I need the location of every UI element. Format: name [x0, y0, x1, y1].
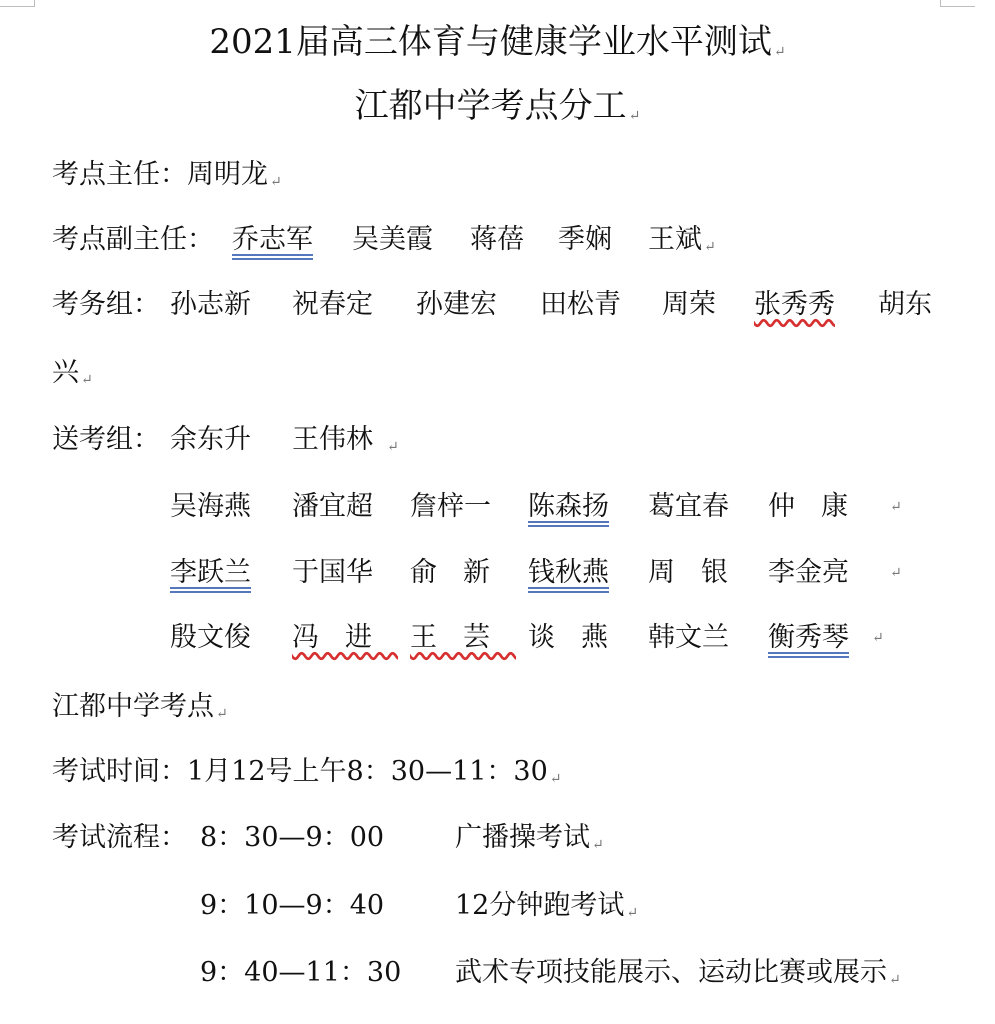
process-time: 8：30—9：00: [200, 822, 385, 853]
staff-name: 潘宜超: [292, 491, 373, 522]
title-line-1: 2021届高三体育与健康学业水平测试: [209, 22, 772, 62]
deputy-name: 蒋蓓: [470, 224, 524, 255]
staff-name: 钱秋燕: [528, 557, 609, 588]
paragraph-mark-icon: ↵: [549, 771, 562, 787]
title-line-2: 江都中学考点分工: [354, 86, 627, 126]
process-time: 9：40—11：30: [200, 957, 402, 988]
exam-group-name: 胡东: [878, 289, 932, 320]
exam-time-label: 考试时间：: [52, 756, 187, 787]
staff-name: 吴海燕: [170, 491, 251, 522]
exam-group-name: 周荣: [662, 289, 716, 320]
staff-name: 衡秀琴: [768, 622, 849, 653]
paragraph-mark-icon: ↵: [889, 972, 901, 988]
paragraph-mark-icon: ↵: [628, 108, 641, 124]
document-title: [0, 22, 995, 72]
paragraph-mark-icon: ↵: [704, 239, 716, 255]
exam-time-line: [52, 754, 562, 797]
exam-group-label: 考务组：: [52, 289, 160, 320]
paragraph-mark-icon: ↵: [81, 372, 93, 388]
process-event: 武术专项技能展示、运动比赛或展示 ↵: [455, 957, 901, 988]
staff-name: 周银: [648, 557, 754, 588]
process-label: 考试流程：: [52, 822, 187, 853]
exam-time-value: 1月12号上午8：30—11：30: [187, 756, 548, 787]
escort-group-name: 余东升: [170, 424, 251, 455]
paragraph-mark-icon: ↵: [592, 837, 604, 853]
staff-name: 陈森扬: [528, 491, 609, 522]
paragraph-mark-icon: ↵: [626, 905, 639, 921]
paragraph-mark-icon: ↵: [773, 44, 786, 60]
staff-name: 于国华: [292, 557, 373, 588]
director-name: 周明龙: [187, 159, 268, 190]
site-name: 江都中学考点: [52, 691, 214, 722]
paragraph-mark-icon: ↵: [890, 499, 902, 515]
exam-group-line: [52, 287, 160, 323]
exam-group-name-wrap: 兴: [52, 357, 79, 388]
director-label: 考点主任：: [52, 159, 187, 190]
staff-name: 韩文兰: [648, 622, 729, 653]
process-event: 广播操考试 ↵: [455, 822, 604, 853]
staff-name: 谈燕: [528, 622, 634, 653]
deputy-name: 季娴: [558, 224, 612, 255]
deputy-label: 考点副主任：: [52, 224, 214, 255]
paragraph-mark-icon: ↵: [872, 630, 884, 646]
document-subtitle: [0, 86, 995, 136]
page-corner-mark-right: [940, 0, 975, 7]
exam-group-name: 孙建宏: [416, 289, 497, 320]
staff-name: 仲康: [768, 491, 874, 522]
site-name-line: [52, 689, 228, 732]
deputy-name: 吴美霞: [352, 224, 433, 255]
deputy-name: 乔志军: [232, 224, 313, 255]
paragraph-mark-icon: ↵: [387, 439, 399, 455]
staff-name: 葛宜春: [648, 491, 729, 522]
staff-name: 冯进: [292, 622, 398, 653]
paragraph-mark-icon: ↵: [890, 565, 902, 581]
paragraph-mark-icon: ↵: [216, 706, 228, 722]
exam-group-name: 祝春定: [292, 289, 373, 320]
exam-group-name: 田松青: [540, 289, 621, 320]
deputy-name-last: 王斌 ↵: [648, 224, 716, 255]
staff-name: 殷文俊: [170, 622, 251, 653]
page-corner-mark-left: [0, 0, 35, 7]
staff-name: 李跃兰: [170, 557, 251, 588]
process-time: 9：10—9：40: [200, 890, 385, 921]
escort-group-name-last: 王伟林 ↵: [292, 424, 399, 455]
escort-group-label: 送考组：: [52, 424, 160, 455]
exam-group-name: 张秀秀: [754, 289, 835, 320]
staff-name: 詹梓一: [410, 491, 491, 522]
process-event: 12分钟跑考试 ↵: [455, 890, 639, 921]
staff-name: 王芸: [410, 622, 516, 653]
exam-group-wrap-line: [52, 355, 93, 398]
deputy-line: [52, 222, 214, 258]
process-line: [52, 820, 187, 856]
escort-group-line: [52, 422, 160, 458]
staff-name: 俞新: [410, 557, 516, 588]
staff-name: 李金亮: [768, 557, 849, 588]
director-line: [52, 157, 282, 200]
exam-group-name: 孙志新: [170, 289, 251, 320]
paragraph-mark-icon: ↵: [270, 174, 282, 190]
